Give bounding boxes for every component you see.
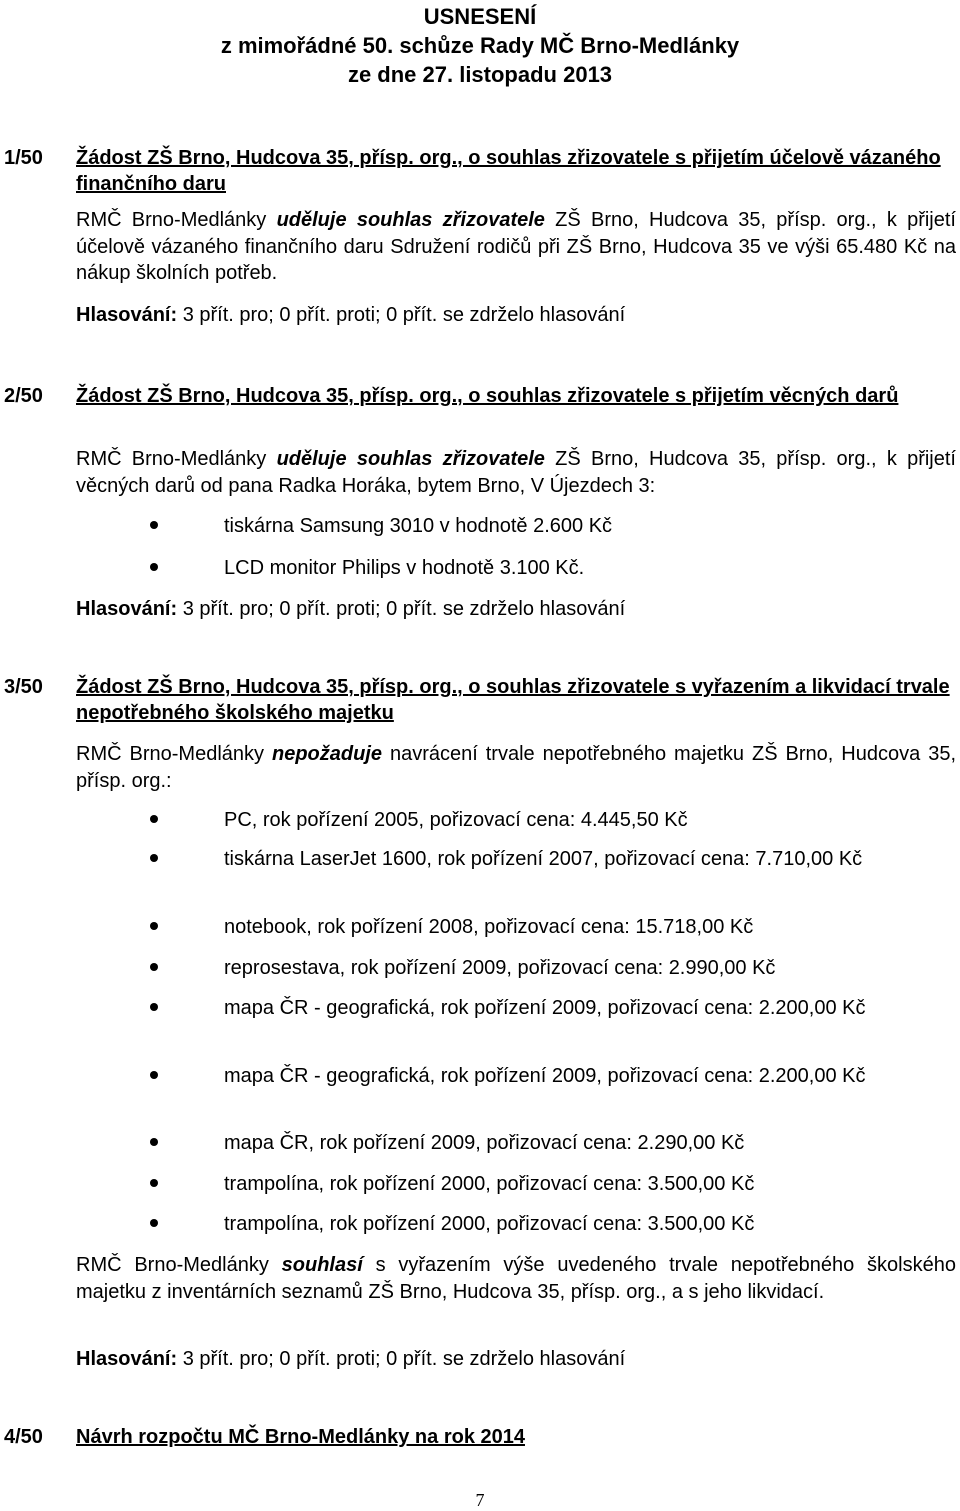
- resolution-title: Návrh rozpočtu MČ Brno-Medlánky na rok 2014: [76, 1426, 525, 1448]
- text-lead: RMČ Brno-Medlánky: [76, 448, 277, 470]
- resolution-number: 4/50: [4, 1426, 43, 1448]
- bullet-icon: [150, 1003, 158, 1011]
- list-item-text: mapa ČR, rok pořízení 2009, pořizovací cena: 2.290,00 Kč: [224, 1132, 745, 1154]
- list-item-text: reprosestava, rok pořízení 2009, pořizovací cena: 2.990,00 Kč: [224, 957, 776, 979]
- resolution-text: [76, 741, 956, 794]
- bullet-icon: [150, 854, 158, 862]
- list-item-text: mapa ČR - geografická, rok pořízení 2009, pořizovací cena: 2.200,00 Kč: [224, 1065, 866, 1087]
- bullet-icon: [150, 563, 158, 571]
- text-emphasis: uděluje souhlas zřizovatele: [276, 209, 545, 231]
- resolution-number: 3/50: [4, 676, 43, 698]
- resolution-title: Žádost ZŠ Brno, Hudcova 35, přísp. org., o souhlas zřizovatele s vyřazením a likvidací trvale nepotřebného školského majetku: [76, 676, 950, 724]
- vote-label: Hlasování:: [76, 1348, 178, 1370]
- resolution-number: 1/50: [4, 147, 43, 169]
- list-item-text: trampolína, rok pořízení 2000, pořizovací cena: 3.500,00 Kč: [224, 1213, 755, 1235]
- list-item-text: tiskárna Samsung 3010 v hodnotě 2.600 Kč: [224, 515, 613, 537]
- document-title: USNESENÍ: [423, 4, 537, 29]
- text-rest: s vyřazením výše uvedeného trvale nepotřebného školského majetku z inventárních seznamů ZŠ Brno, Hudcova 35, přísp. org., a s jeho likvidací.: [76, 1254, 956, 1303]
- resolution-text: [76, 1252, 956, 1305]
- vote-result: [76, 302, 625, 328]
- resolution-number: 2/50: [4, 385, 43, 407]
- text-emphasis: nepožaduje: [271, 743, 382, 765]
- resolution-title: Žádost ZŠ Brno, Hudcova 35, přísp. org., o souhlas zřizovatele s přijetím věcných darů: [76, 385, 899, 407]
- list-item-text: trampolína, rok pořízení 2000, pořizovací cena: 3.500,00 Kč: [224, 1173, 755, 1195]
- bullet-icon: [150, 521, 158, 529]
- bullet-icon: [150, 1219, 158, 1227]
- bullet-icon: [150, 815, 158, 823]
- text-lead: RMČ Brno-Medlánky: [76, 209, 277, 231]
- document-subtitle: z mimořádné 50. schůze Rady MČ Brno-Medlánky: [220, 33, 740, 58]
- resolution-text: [76, 446, 956, 499]
- vote-result: [76, 1346, 625, 1372]
- list-item-text: mapa ČR - geografická, rok pořízení 2009, pořizovací cena: 2.200,00 Kč: [224, 997, 866, 1019]
- text-emphasis: souhlasí: [281, 1254, 363, 1276]
- document-date: ze dne 27. listopadu 2013: [347, 62, 613, 87]
- list-item-text: LCD monitor Philips v hodnotě 3.100 Kč.: [224, 557, 585, 579]
- text-rest: ZŠ Brno, Hudcova 35, přísp. org., k přijetí účelově vázaného finančního daru Sdružení rodičů při ZŠ Brno, Hudcova 35 ve výši 65.480 Kč na nákup školních potřeb.: [76, 209, 956, 284]
- document-header: [0, 2, 960, 89]
- vote-result: [76, 596, 625, 622]
- bullet-icon: [150, 963, 158, 971]
- text-lead: RMČ Brno-Medlánky: [76, 1254, 282, 1276]
- vote-text: 3 přít. pro; 0 přít. proti; 0 přít. se zdrželo hlasování: [177, 304, 626, 326]
- bullet-icon: [150, 922, 158, 930]
- list-item-text: tiskárna LaserJet 1600, rok pořízení 2007, pořizovací cena: 7.710,00 Kč: [224, 848, 863, 870]
- page-number: 7: [475, 1490, 485, 1510]
- vote-text: 3 přít. pro; 0 přít. proti; 0 přít. se zdrželo hlasování: [177, 1348, 626, 1370]
- bullet-icon: [150, 1138, 158, 1146]
- text-emphasis: uděluje souhlas zřizovatele: [276, 448, 545, 470]
- vote-label: Hlasování:: [76, 304, 178, 326]
- text-rest: navrácení trvale nepotřebného majetku ZŠ Brno, Hudcova 35, přísp. org.:: [76, 743, 957, 792]
- list-item-text: PC, rok pořízení 2005, pořizovací cena: 4.445,50 Kč: [224, 809, 688, 831]
- list-item-text: notebook, rok pořízení 2008, pořizovací cena: 15.718,00 Kč: [224, 916, 754, 938]
- bullet-icon: [150, 1179, 158, 1187]
- vote-label: Hlasování:: [76, 598, 178, 620]
- resolution-title: Žádost ZŠ Brno, Hudcova 35, přísp. org., o souhlas zřizovatele s přijetím účelově vázaného finančního daru: [76, 147, 941, 195]
- text-lead: RMČ Brno-Medlánky: [76, 743, 272, 765]
- text-rest: ZŠ Brno, Hudcova 35, přísp. org., k přijetí věcných darů od pana Radka Horáka, bytem Brno, V Újezdech 3:: [76, 448, 956, 497]
- resolution-text: [76, 207, 956, 287]
- bullet-icon: [150, 1071, 158, 1079]
- vote-text: 3 přít. pro; 0 přít. proti; 0 přít. se zdrželo hlasování: [177, 598, 626, 620]
